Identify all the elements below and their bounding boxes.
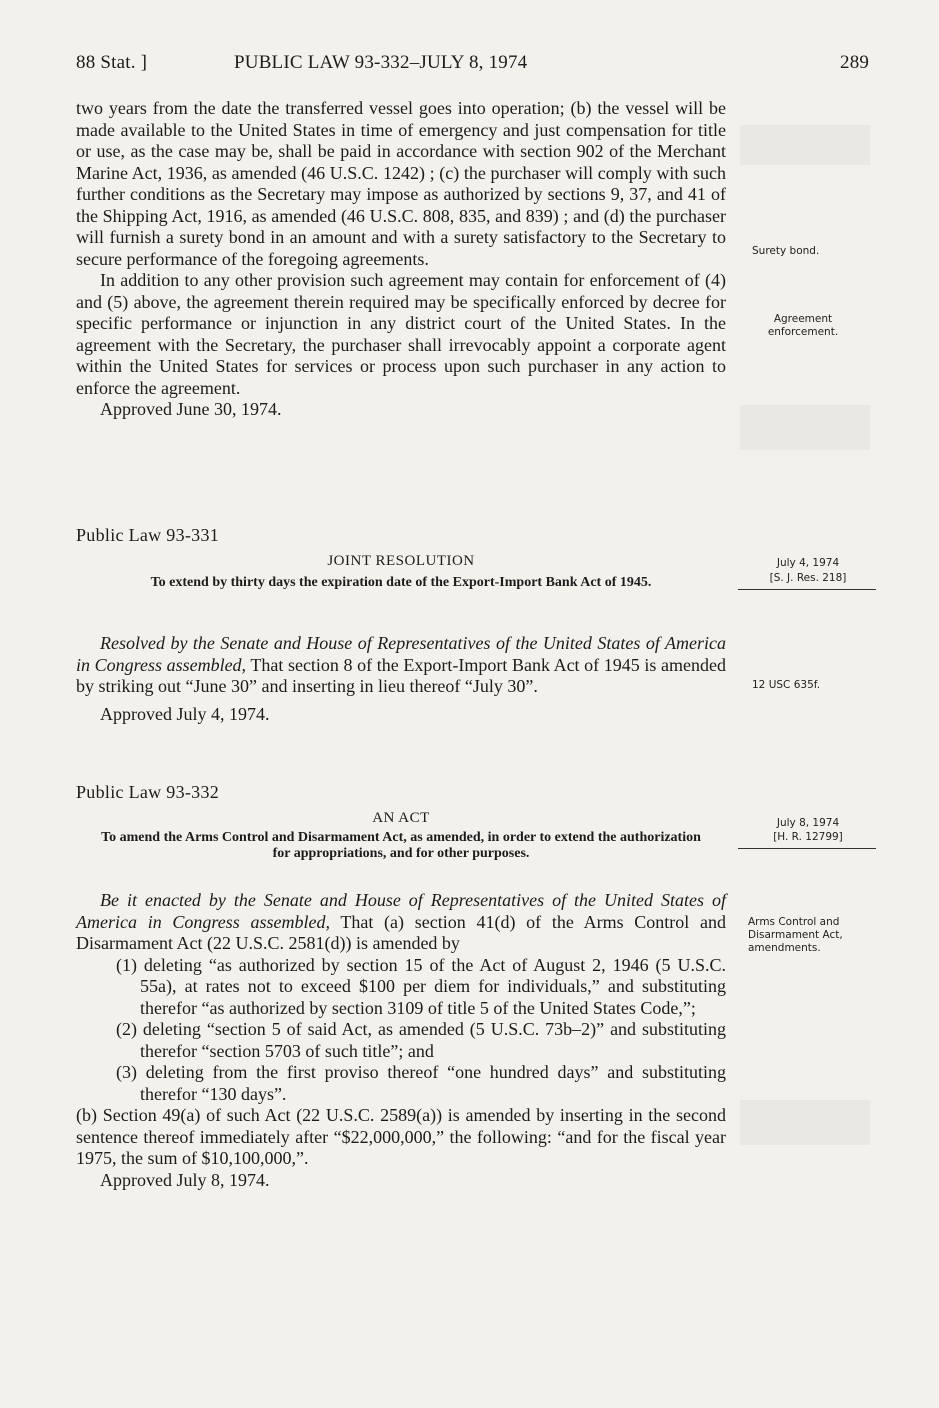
- agreement-enforcement-paragraph: In addition to any other provision such agreement may contain for enforcement of (4) and (5) above, the agreement therein required may be specifically enforced by decree for specific performance or injunction in any district court of the United States. In the agreement with the Secretary, the purchaser shall irrevocably appoint a corporate agent within the United States for services or process upon such purchaser in any action to enforce the agreement.: [76, 270, 726, 398]
- act-type: AN ACT: [372, 810, 430, 826]
- bleed-through-shadow: [740, 1100, 870, 1145]
- amendment-item: (3) deleting from the first proviso thereof “one hundred days” and substituting therefor “130 days”.: [116, 1062, 726, 1104]
- resolution-body: [76, 633, 726, 725]
- header-volume: 88 Stat. ]: [76, 52, 148, 73]
- carryover-section: [76, 98, 726, 421]
- page-number: 289: [840, 52, 870, 73]
- amendment-item: (1) deleting “as authorized by section 15 of the Act of August 2, 1946 (5 U.S.C. 55a), at rates not to exceed $100 per diem for individuals,” and substituting therefor “as authorized by section 3109 of title 5 of the United States Code,”;: [116, 954, 726, 1018]
- approved-line: Approved July 8, 1974.: [100, 1169, 270, 1190]
- resolution-purpose: To extend by thirty days the expiration date of the Export-Import Bank Act of 1945.: [150, 575, 652, 590]
- header-title: PUBLIC LAW 93-332–JULY 8, 1974: [234, 52, 528, 73]
- section-b-paragraph: (b) Section 49(a) of such Act (22 U.S.C. 2589(a)) is amended by inserting in the second sentence thereof immediately after “$22,000,000,” the following: “and for the fiscal year 1975, the sum of $10,100,000,”.: [76, 1105, 726, 1168]
- margin-date: July 8, 1974: [776, 817, 840, 829]
- approved-line: Approved July 4, 1974.: [100, 703, 270, 724]
- act-provision: That (a) section 41(d) of the Arms Control and Disarmament Act (22 U.S.C. 2581(d)) is amended by: [76, 911, 727, 953]
- margin-bill-number: [H. R. 12799]: [773, 831, 843, 843]
- enacting-clause: Be it enacted by the Senate and House of Representatives of the United States of America in Congress assembled,: [76, 890, 726, 932]
- margin-bill-number: [S. J. Res. 218]: [769, 572, 847, 584]
- act-purpose: To amend the Arms Control and Disarmament Act, as amended, in order to extend the authorization for appropriations, and for other purposes.: [101, 830, 701, 861]
- margin-note-surety: Surety bond.: [752, 245, 820, 257]
- margin-note-arms-control: Arms Control and Disarmament Act, amendments.: [748, 916, 843, 954]
- margin-usc-citation: 12 USC 635f.: [752, 679, 821, 691]
- bleed-through-shadow: [740, 405, 870, 450]
- margin-rule: [738, 589, 876, 590]
- public-law-label: Public Law 93-331: [76, 525, 220, 545]
- public-law-label: Public Law 93-332: [76, 782, 220, 802]
- carryover-paragraph: two years from the date the transferred vessel goes into operation; (b) the vessel will be made available to the United States in time of emergency and just compensation for title or use, as the case may be, shall be paid in accordance with section 902 of the Merchant Marine Act, 1936, as amended (46 U.S.C. 1242) ; (c) the purchaser will comply with such further conditions as the Secretary may impose as authorized by sections 9, 37, and 41 of the Shipping Act, 1916, as amended (46 U.S.C. 808, 835, and 839) ; and (d) the purchaser will furnish a surety bond in an amount and with a surety satisfactory to the Secretary to secure performance of the foregoing agreements.: [76, 98, 726, 269]
- bleed-through-shadow: [740, 125, 870, 165]
- resolving-clause: Resolved by the Senate and House of Representatives of the United States of America in Congress assembled,: [76, 633, 726, 675]
- resolution-type: JOINT RESOLUTION: [327, 553, 475, 569]
- approved-line: Approved June 30, 1974.: [100, 399, 282, 419]
- act-body: [76, 890, 726, 1191]
- act-enacting-text: [76, 890, 726, 955]
- amendment-item: (2) deleting “section 5 of said Act, as amended (5 U.S.C. 73b–2)” and substituting therefor “section 5703 of such title”; and: [116, 1019, 726, 1061]
- margin-rule: [738, 848, 876, 849]
- margin-note-agreement: Agreement enforcement.: [767, 313, 839, 338]
- resolution-text: [76, 633, 726, 698]
- resolution-provision: That section 8 of the Export-Import Bank Act of 1945 is amended by striking out “June 30” and inserting in lieu thereof “July 30”.: [76, 654, 726, 696]
- margin-date: July 4, 1974: [776, 557, 840, 569]
